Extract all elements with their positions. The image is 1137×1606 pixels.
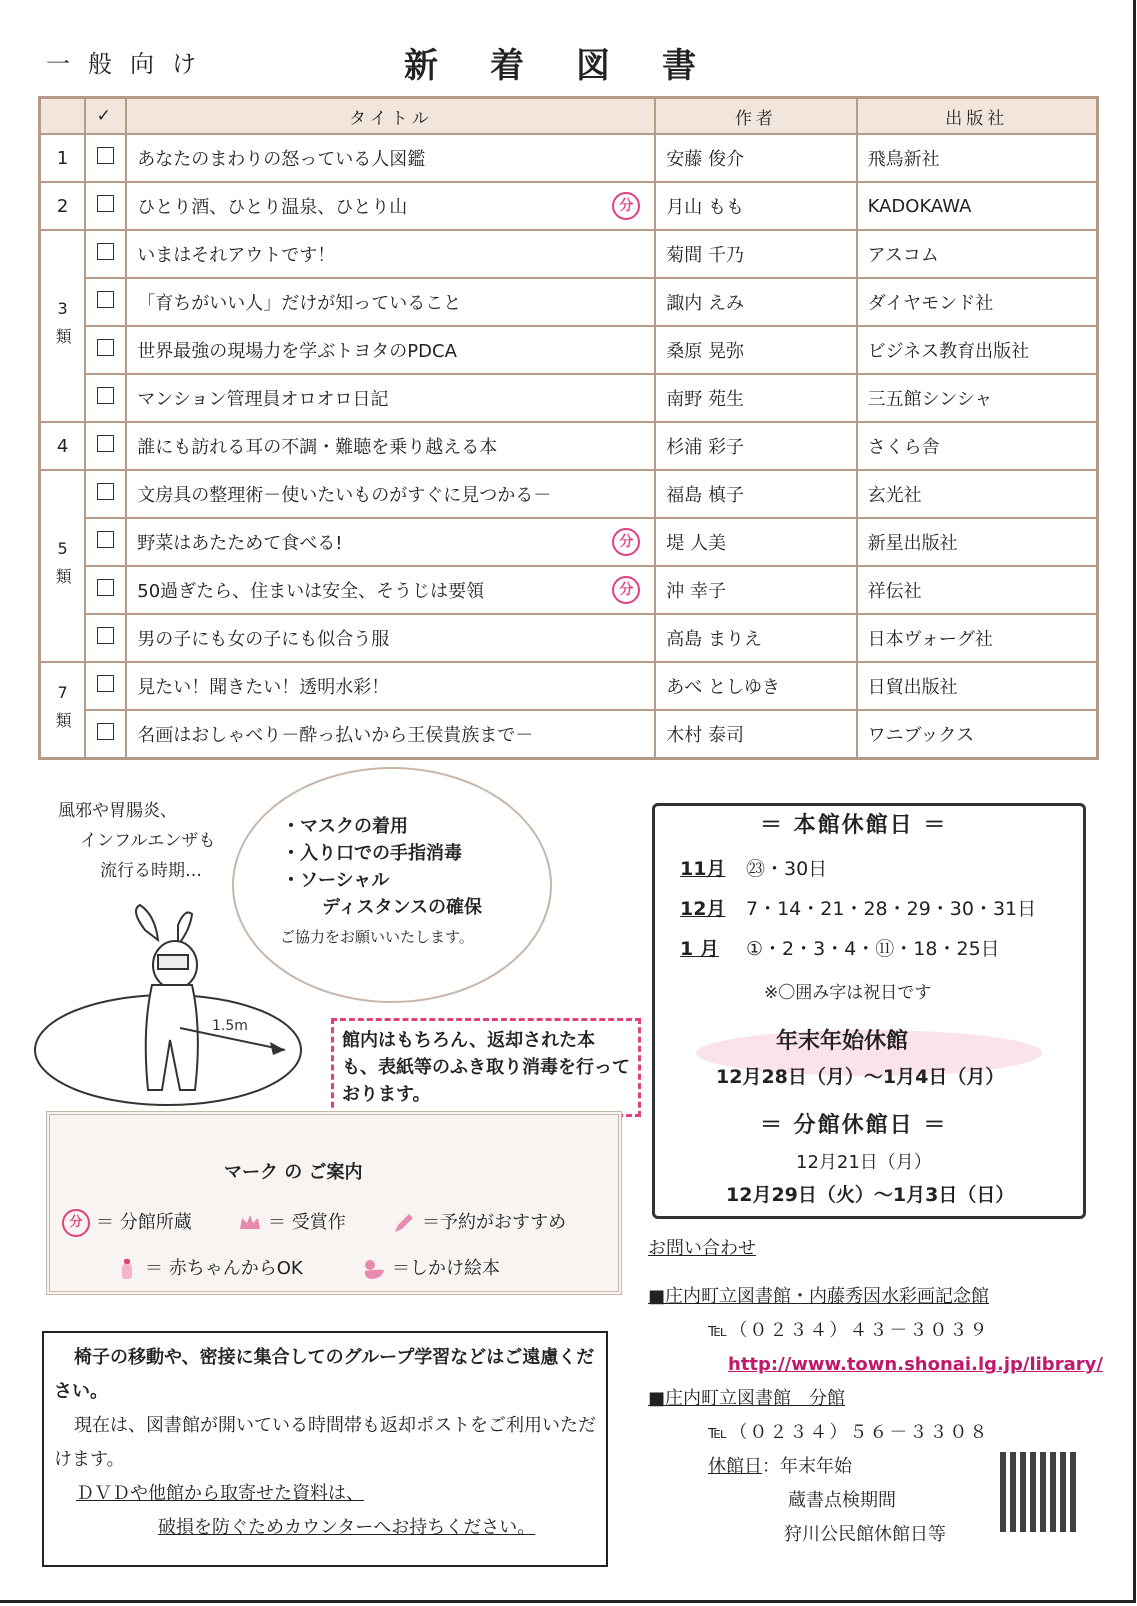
mark-award: ＝ 受賞作: [238, 1208, 346, 1235]
table-row: [40, 326, 1098, 374]
book-title: 野菜はあたためて食べる!: [137, 533, 343, 554]
book-title-cell: [126, 566, 655, 614]
library-url-link[interactable]: http://www.town.shonai.lg.jp/library/: [728, 1354, 1103, 1375]
bubble-thanks: ご協力をお願いいたします。: [280, 928, 474, 946]
book-title: 文房具の整理術－使いたいものがすぐに見つかる－: [126, 470, 655, 518]
branch-holiday-1: 12月21日（月）: [796, 1152, 932, 1173]
book-author: 桑原 晃弥: [655, 326, 856, 374]
book-author: 月山 もも: [655, 182, 856, 230]
checkbox[interactable]: [97, 627, 114, 644]
book-title: 誰にも訪れる耳の不調・難聴を乗り越える本: [126, 422, 655, 470]
book-publisher: 日本ヴォーグ社: [857, 614, 1098, 662]
distance-label: 1.5m: [212, 1018, 248, 1034]
book-author: 沖 幸子: [655, 566, 856, 614]
group-cell: 2: [40, 182, 86, 230]
book-publisher: 飛鳥新社: [857, 134, 1098, 182]
group-cell: 1: [40, 134, 86, 182]
branch-mark-icon: 分: [612, 192, 640, 220]
rabbit-illustration: [30, 900, 330, 1120]
checkbox[interactable]: [97, 483, 114, 500]
flu-text: 風邪や胃腸炎、 インフルエンザも 流行る時期…: [58, 801, 216, 881]
book-author: 菊間 千乃: [655, 230, 856, 278]
book-publisher: さくら舎: [857, 422, 1098, 470]
table-row: [40, 710, 1098, 759]
checkbox[interactable]: [97, 147, 114, 164]
branch-mark-icon: 分: [612, 528, 640, 556]
info-text: 椅子の移動や、密接に集合してのグループ学習などはご遠慮ください。 現在は、図書館が開いている時間帯も返却ポストをご利用いただけます。 ＤＶＤや他館から取寄せた資料は、 破損を防ぐためカウンターへお持ちください。: [54, 1347, 596, 1538]
pen-icon: [392, 1211, 416, 1235]
nenmatsu-dates: 12月28日（月）～1月4日（月）: [716, 1066, 1005, 1088]
table-row: [40, 230, 1098, 278]
book-title: マンション管理員オロオロ日記: [126, 374, 655, 422]
closed-days: 休館日：年末年始: [708, 1456, 852, 1477]
book-publisher: KADOKAWA: [857, 182, 1098, 230]
checkbox[interactable]: [97, 675, 114, 692]
book-publisher: 新星出版社: [857, 518, 1098, 566]
table-header-row: [40, 98, 1098, 135]
book-author: 安藤 俊介: [655, 134, 856, 182]
table-row: [40, 518, 1098, 566]
branch-library-tel: ℡（０２３４）５６－３３０８: [708, 1422, 990, 1443]
header-author: 作者: [655, 98, 856, 135]
branch-library-name: ■庄内町立図書館 分館: [648, 1388, 846, 1409]
checkbox[interactable]: [97, 291, 114, 308]
checkbox[interactable]: [97, 579, 114, 596]
header-no: [40, 98, 86, 135]
checkbox[interactable]: [97, 339, 114, 356]
table-row: [40, 278, 1098, 326]
branch-holiday-title: ＝ 分館休館日 ＝: [760, 1113, 948, 1138]
book-publisher: 三五館シンシャ: [857, 374, 1098, 422]
group-cell: 5類: [40, 470, 86, 662]
book-author: 杉浦 彩子: [655, 422, 856, 470]
book-publisher: ダイヤモンド社: [857, 278, 1098, 326]
book-author: 高島 まりえ: [655, 614, 856, 662]
table-row: [40, 614, 1098, 662]
table-row: [40, 662, 1098, 710]
qr-code-icon[interactable]: [1000, 1452, 1080, 1532]
branch-mark-icon: 分: [62, 1209, 90, 1237]
book-author: 南野 苑生: [655, 374, 856, 422]
table-row: [40, 182, 1098, 230]
header-publisher: 出版社: [857, 98, 1098, 135]
holiday-nov: 11月 ㉓・30日: [680, 858, 828, 880]
group-cell: 7類: [40, 662, 86, 759]
main-library-tel: ℡（０２３４）４３－３０３９: [708, 1320, 990, 1341]
new-books-table: [38, 96, 1099, 760]
table-row: [40, 566, 1098, 614]
table-row: [40, 374, 1098, 422]
book-title: 50過ぎたら、住まいは安全、そうじは要領: [137, 581, 485, 602]
book-title-cell: [126, 518, 655, 566]
book-title: 名画はおしゃべり－酔っ払いから王侯貴族まで－: [126, 710, 655, 759]
book-title-cell: [126, 182, 655, 230]
header-title: タイトル: [126, 98, 655, 135]
nenmatsu-title: 年末年始休館: [776, 1029, 909, 1054]
main-library-name: ■庄内町立図書館・内藤秀因水彩画記念館: [648, 1286, 990, 1307]
holiday-dec: 12月 7・14・21・28・29・30・31日: [680, 898, 1037, 920]
closed-days-2: 蔵書点検期間: [788, 1490, 896, 1511]
book-title: ひとり酒、ひとり温泉、ひとり山: [137, 197, 408, 218]
page-title: 新着図書: [404, 46, 748, 86]
branch-mark-icon: 分: [612, 576, 640, 604]
book-title: いまはそれアウトです！: [126, 230, 655, 278]
book-title: あなたのまわりの怒っている人図鑑: [126, 134, 655, 182]
checkbox[interactable]: [97, 723, 114, 740]
table-row: [40, 470, 1098, 518]
book-title: 「育ちがいい人」だけが知っていること: [126, 278, 655, 326]
duck-icon: [362, 1257, 386, 1281]
table-row: [40, 134, 1098, 182]
mark-baby: ＝ 赤ちゃんからOK: [115, 1254, 303, 1281]
checkbox[interactable]: [97, 195, 114, 212]
arrow-head-icon: [270, 1042, 285, 1055]
book-publisher: 祥伝社: [857, 566, 1098, 614]
table-row: [40, 422, 1098, 470]
book-author: あべ としゆき: [655, 662, 856, 710]
category-label: 一般向け: [46, 50, 214, 78]
book-publisher: ワニブックス: [857, 710, 1098, 759]
mark-branch: 分 ＝ 分館所蔵: [62, 1208, 192, 1237]
closed-days-3: 狩川公民館休館日等: [784, 1524, 946, 1545]
book-title: 世界最強の現場力を学ぶトヨタのPDCA: [126, 326, 655, 374]
group-cell: 3類: [40, 230, 86, 422]
baby-bottle-icon: [115, 1257, 139, 1281]
book-title: 男の子にも女の子にも似合う服: [126, 614, 655, 662]
book-author: 福島 槙子: [655, 470, 856, 518]
book-publisher: 玄光社: [857, 470, 1098, 518]
branch-holiday-2: 12月29日（火）～1月3日（日）: [726, 1184, 1015, 1206]
book-publisher: ビジネス教育出版社: [857, 326, 1098, 374]
contact-title: お問い合わせ: [648, 1238, 756, 1259]
main-holiday-title: ＝ 本館休館日 ＝: [760, 813, 948, 838]
checkbox[interactable]: [97, 387, 114, 404]
book-author: 木村 泰司: [655, 710, 856, 759]
mark-popup-book: ＝しかけ絵本: [362, 1254, 500, 1281]
disinfection-notice: 館内はもちろん、返却された本も、表紙等のふき取り消毒を行っております。: [331, 1018, 641, 1117]
crown-icon: [238, 1211, 262, 1235]
book-publisher: 日貿出版社: [857, 662, 1098, 710]
holiday-note: ※〇囲み字は祝日です: [764, 983, 932, 1003]
book-author: 堤 人美: [655, 518, 856, 566]
book-publisher: アスコム: [857, 230, 1098, 278]
mark-reserve: ＝予約がおすすめ: [392, 1208, 566, 1235]
bubble-text: ・マスクの着用 ・入り口での手指消毒 ・ソーシャル ディスタンスの確保: [282, 816, 483, 918]
book-author: 諏内 えみ: [655, 278, 856, 326]
checkbox[interactable]: [97, 243, 114, 260]
mark-guide-title: マーク の ご案内: [224, 1162, 363, 1183]
checkbox[interactable]: [97, 435, 114, 452]
checkbox[interactable]: [97, 531, 114, 548]
group-cell: 4: [40, 422, 86, 470]
header-check: ✓: [85, 98, 126, 135]
rabbit-icon: [136, 905, 198, 1090]
holiday-jan: 1 月 ①・2・3・4・⑪・18・25日: [680, 938, 1000, 960]
book-title: 見たい！聞きたい！透明水彩！: [126, 662, 655, 710]
